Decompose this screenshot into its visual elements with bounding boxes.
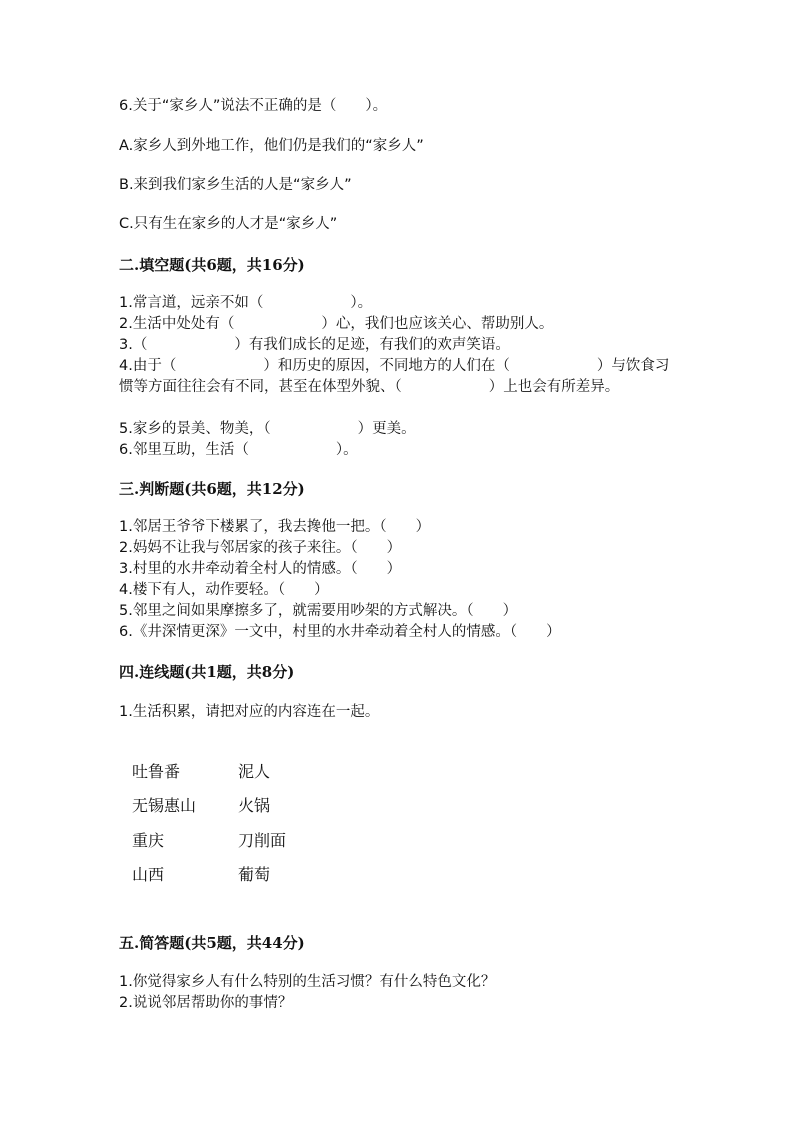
judge-item-4: 4.楼下有人，动作要轻。（ ） bbox=[119, 582, 329, 598]
question-6-stem: 6.关于“家乡人”说法不正确的是（ ）。 bbox=[119, 98, 388, 114]
fill-blank-item-3: 3.（ ）有我们成长的足迹，有我们的欢声笑语。 bbox=[119, 337, 510, 353]
matching-right-item: 火锅 bbox=[238, 796, 271, 815]
section-4-heading: 四.连线题(共1题，共8分) bbox=[119, 663, 295, 681]
judge-item-3: 3.村里的水井牵动着全村人的情感。（ ） bbox=[119, 561, 402, 577]
matching-left-item: 无锡惠山 bbox=[132, 796, 197, 815]
section-2-heading: 二.填空题(共6题，共16分) bbox=[119, 256, 305, 274]
fill-blank-item-1: 1.常言道，远亲不如（ ）。 bbox=[119, 295, 373, 311]
fill-blank-item-6: 6.邻里互助，生活（ ）。 bbox=[119, 442, 358, 458]
judge-item-5: 5.邻里之间如果摩擦多了，就需要用吵架的方式解决。（ ） bbox=[119, 603, 518, 619]
fill-blank-item-2: 2.生活中处处有（ ）心，我们也应该关心、帮助别人。 bbox=[119, 316, 554, 332]
judge-item-2: 2.妈妈不让我与邻居家的孩子来往。（ ） bbox=[119, 540, 402, 556]
matching-right-item: 刀削面 bbox=[238, 831, 287, 850]
matching-left-item: 山西 bbox=[132, 865, 165, 884]
question-6-option-b: B.来到我们家乡生活的人是“家乡人” bbox=[119, 177, 352, 193]
short-answer-item-1: 1.你觉得家乡人有什么特别的生活习惯？有什么特色文化？ bbox=[119, 974, 496, 990]
section-3-heading: 三.判断题(共6题，共12分) bbox=[119, 480, 305, 498]
judge-item-6: 6.《井深情更深》一文中，村里的水井牵动着全村人的情感。（ ） bbox=[119, 624, 561, 640]
matching-stem: 1.生活积累，请把对应的内容连在一起。 bbox=[119, 704, 380, 720]
judge-item-1: 1.邻居王爷爷下楼累了，我去搀他一把。（ ） bbox=[119, 519, 431, 535]
matching-right-item: 葡萄 bbox=[238, 865, 271, 884]
matching-right-item: 泥人 bbox=[238, 762, 271, 781]
fill-blank-item-4: 4.由于（ ）和历史的原因，不同地方的人们在（ ）与饮食习惯等方面往往会有不同，甚至在体型外貌、（ ）上也会有所差异。 bbox=[119, 358, 670, 395]
question-6-option-a: A.家乡人到外地工作，他们仍是我们的“家乡人” bbox=[119, 138, 424, 154]
question-6-option-c: C.只有生在家乡的人才是“家乡人” bbox=[119, 216, 338, 232]
section-5-heading: 五.简答题(共5题，共44分) bbox=[119, 934, 305, 952]
matching-left-item: 吐鲁番 bbox=[132, 762, 181, 781]
matching-left-item: 重庆 bbox=[132, 831, 165, 850]
short-answer-item-2: 2.说说邻居帮助你的事情？ bbox=[119, 995, 293, 1011]
fill-blank-item-5: 5.家乡的景美、物美，（ ）更美。 bbox=[119, 421, 416, 437]
